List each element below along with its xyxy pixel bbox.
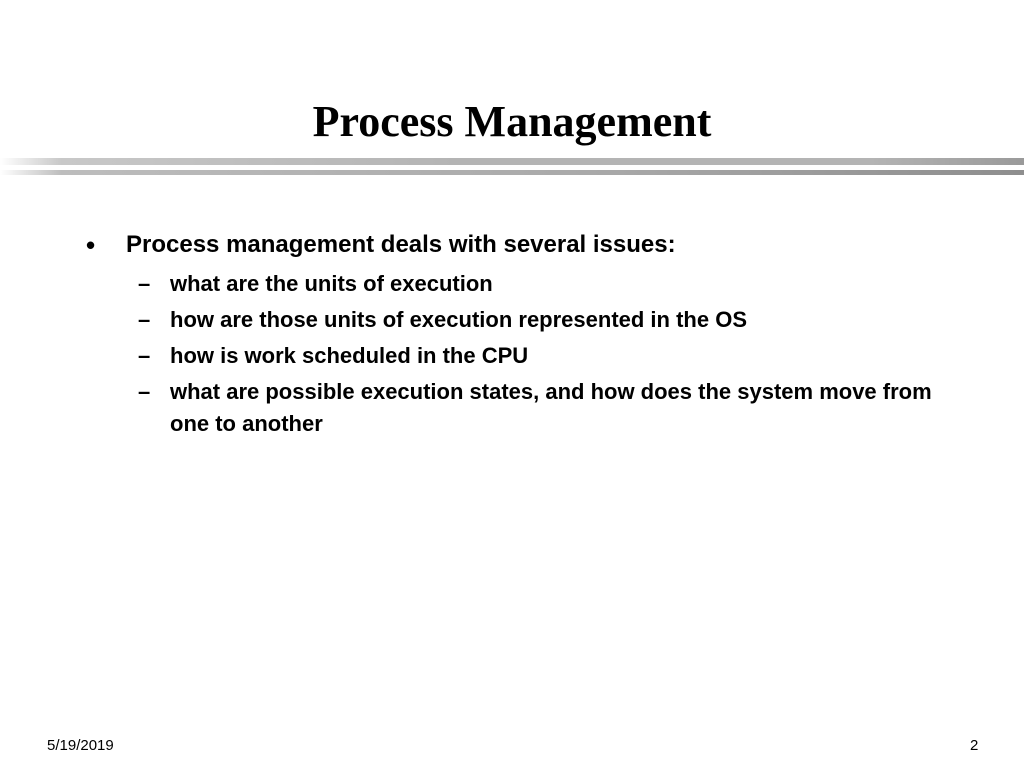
- title-divider-upper: [0, 158, 1024, 165]
- bullet-icon: •: [86, 230, 96, 260]
- title-divider-lower: [0, 170, 1024, 175]
- page-number: 2: [970, 737, 979, 754]
- footer-date: 5/19/2019: [47, 737, 114, 754]
- sub-bullet-item: [0, 376, 1024, 446]
- sub-bullet-text: what are possible execution states, and how does the system move from one to another: [170, 379, 932, 436]
- sub-bullet-text: how is work scheduled in the CPU: [170, 343, 529, 368]
- dash-icon: –: [138, 343, 151, 368]
- sub-bullet-item: [0, 340, 1024, 376]
- slide-title: Process Management: [312, 97, 712, 146]
- sub-bullet-item: [0, 304, 1024, 340]
- sub-bullet-text: what are the units of execution: [170, 271, 493, 296]
- sub-bullet-text: how are those units of execution represented in the OS: [170, 307, 747, 332]
- main-bullet-text: Process management deals with several issues:: [126, 231, 676, 258]
- main-bullet: [0, 226, 1024, 266]
- dash-icon: –: [138, 379, 151, 404]
- dash-icon: –: [138, 271, 151, 296]
- sub-bullet-list: [0, 268, 1024, 446]
- dash-icon: –: [138, 307, 151, 332]
- sub-bullet-item: [0, 268, 1024, 304]
